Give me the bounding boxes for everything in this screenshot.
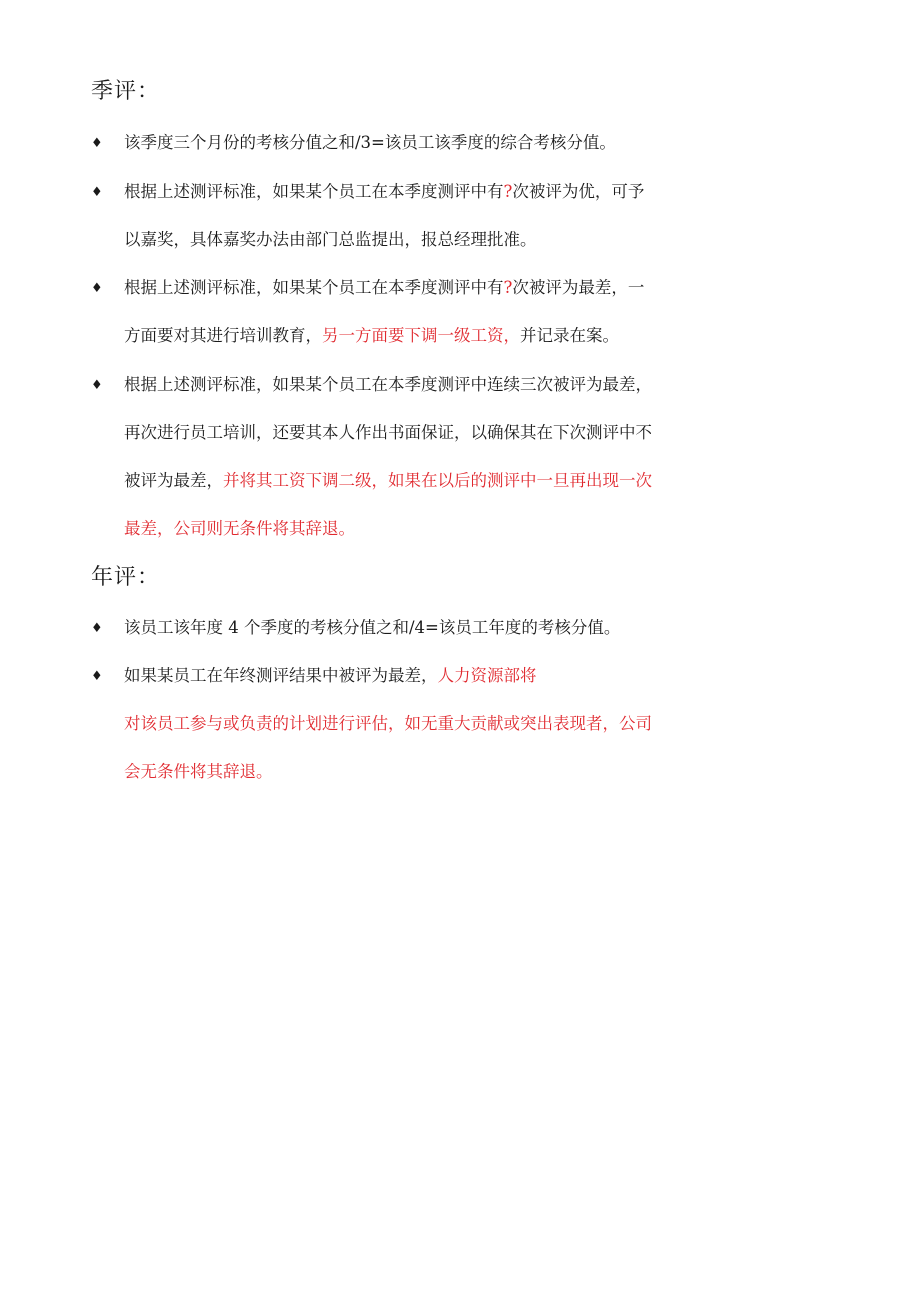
annual-item-2-line-3: 会无条件将其辞退。 <box>124 762 273 781</box>
annual-item-2-highlight: 人力资源部将 <box>437 666 537 685</box>
seasonal-item-3-line-2 <box>124 325 619 347</box>
annual-item-2-text: 如果某员工在年终测评结果中被评为最差， <box>124 666 438 685</box>
diamond-bullet-icon: ♦ <box>91 281 103 296</box>
diamond-bullet-icon: ♦ <box>91 185 103 200</box>
seasonal-item-4-line-2: 再次进行员工培训，还要其本人作出书面保证，以确保其在下次测评中不 <box>124 423 652 442</box>
seasonal-item-2-line-2: 以嘉奖，具体嘉奖办法由部门总监提出，报总经理批准。 <box>124 230 537 249</box>
seasonal-review-heading: 季评： <box>91 79 161 104</box>
seasonal-item-2-count-placeholder: ? <box>503 182 513 201</box>
seasonal-item-3-text: 根据上述测评标准，如果某个员工在本季度测评中有 <box>124 278 504 297</box>
seasonal-item-2-text: 次被评为优，可予 <box>512 182 645 201</box>
annual-item-2-line-2: 对该员工参与或负责的计划进行评估，如无重大贡献或突出表现者，公司 <box>124 714 652 733</box>
annual-item-2-line-1 <box>124 665 537 687</box>
diamond-bullet-icon: ♦ <box>91 136 103 151</box>
annual-review-heading: 年评： <box>91 565 161 590</box>
seasonal-item-4-text: 被评为最差， <box>124 471 223 490</box>
seasonal-item-3-count-placeholder: ? <box>503 278 513 297</box>
seasonal-item-3-highlight: 另一方面要下调一级工资， <box>322 326 520 345</box>
seasonal-item-3-text: 次被评为最差，一 <box>512 278 645 297</box>
seasonal-item-3-line-1 <box>124 277 644 299</box>
seasonal-item-4-line-3 <box>124 470 652 492</box>
seasonal-item-1-line-1: 该季度三个月份的考核分值之和/3=该员工该季度的综合考核分值。 <box>124 133 616 152</box>
seasonal-item-4-line-1: 根据上述测评标准，如果某个员工在本季度测评中连续三次被评为最差， <box>124 375 652 394</box>
seasonal-item-4-line-4: 最差，公司则无条件将其辞退。 <box>124 519 355 538</box>
annual-item-1-line-1: 该员工该年度 4 个季度的考核分值之和/4=该员工年度的考核分值。 <box>124 618 621 637</box>
seasonal-item-2-text: 根据上述测评标准，如果某个员工在本季度测评中有 <box>124 182 504 201</box>
diamond-bullet-icon: ♦ <box>91 378 103 393</box>
seasonal-item-2-line-1 <box>124 181 644 203</box>
seasonal-item-4-highlight: 并将其工资下调二级，如果在以后的测评中一旦再出现一次 <box>223 471 652 490</box>
diamond-bullet-icon: ♦ <box>91 669 103 684</box>
seasonal-item-3-text: 方面要对其进行培训教育， <box>124 326 322 345</box>
seasonal-item-3-text: 并记录在案。 <box>520 326 619 345</box>
diamond-bullet-icon: ♦ <box>91 621 103 636</box>
